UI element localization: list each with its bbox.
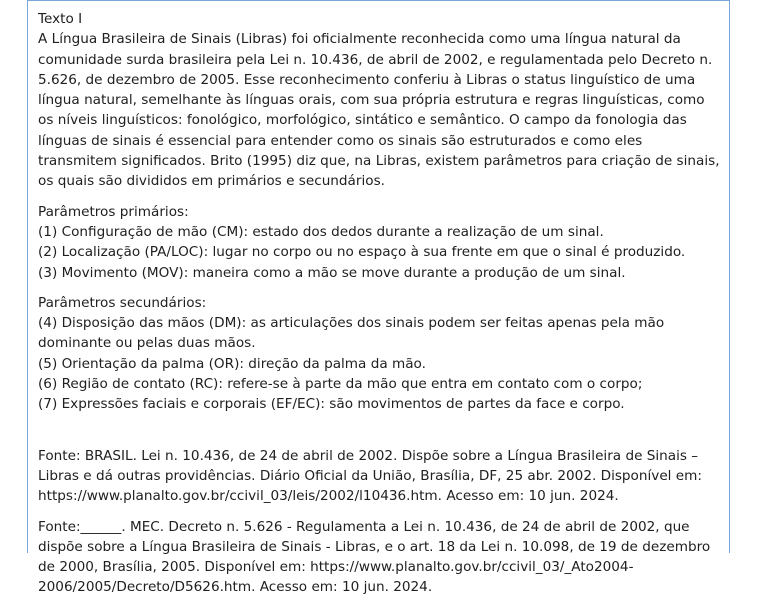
primary-item-1: (1) Configuração de mão (CM): estado dos dedos durante a realização de um sinal. bbox=[38, 223, 604, 240]
source-law: Fonte: BRASIL. Lei n. 10.436, de 24 de abril de 2002. Dispõe sobre a Língua Brasileira de Sinais – Libras e dá outras providências. Diário Oficial da União, Brasília, DF, 25 abr. 2002. Disponível em: https://www.planalto.gov.br/ccivil_03/leis/2002/l10436.htm. Acesso em: 10 jun. 2024. bbox=[38, 447, 702, 505]
secondary-item-7: (7) Expressões faciais e corporais (EF/EC): são movimentos de partes da face e corpo. bbox=[38, 396, 625, 413]
text-content bbox=[38, 9, 722, 598]
primary-item-2: (2) Localização (PA/LOC): lugar no corpo ou no espaço à sua frente em que o sinal é produzido. bbox=[38, 244, 686, 261]
secondary-heading: Parâmetros secundários: bbox=[38, 294, 207, 311]
secondary-item-6: (6) Região de contato (RC): refere-se à parte da mão que entra em contato com o corpo; bbox=[38, 376, 643, 393]
secondary-item-5: (5) Orientação da palma (OR): direção da palma da mão. bbox=[38, 355, 426, 372]
secondary-item-4: (4) Disposição das mãos (DM): as articulações dos sinais podem ser feitas apenas pela mão dominante ou pelas duas mãos. bbox=[38, 315, 665, 352]
primary-heading: Parâmetros primários: bbox=[38, 203, 189, 220]
source-decree: Fonte:______. MEC. Decreto n. 5.626 - Regulamenta a Lei n. 10.436, de 24 de abril de 2002, que dispõe sobre a Língua Brasileira de Sinais - Libras, e o art. 18 da Lei n. 10.098, de 19 de dezembro de 2000, Brasília, 2005. Disponível em: https://www.planalto.gov.br/ccivil_03/_Ato2004-2006/2005/Decreto/D5626.htm. Acesso em: 10 jun. 2024. bbox=[38, 518, 711, 596]
text-title: Texto I bbox=[38, 11, 83, 27]
text-panel bbox=[27, 0, 730, 596]
intro-paragraph: A Língua Brasileira de Sinais (Libras) foi oficialmente reconhecida como uma língua natural da comunidade surda brasileira pela Lei n. 10.436, de abril de 2002, e regulamentada pelo Decreto n. 5.626, de dezembro de 2005. Esse reconhecimento conferiu à Libras o status linguístico de uma língua natural, semelhante às línguas orais, com sua própria estrutura e regras linguísticas, como os níveis linguísticos: fonológico, morfológico, sintático e semântico. O campo da fonologia das línguas de sinais é essencial para entender como os sinais são estruturados e como eles transmitem significados. Brito (1995) diz que, na Libras, existem parâmetros para criação de sinais, os quais são divididos em primários e secundários. bbox=[38, 31, 720, 190]
primary-item-3: (3) Movimento (MOV): maneira como a mão se move durante a produção de um sinal. bbox=[38, 264, 626, 281]
